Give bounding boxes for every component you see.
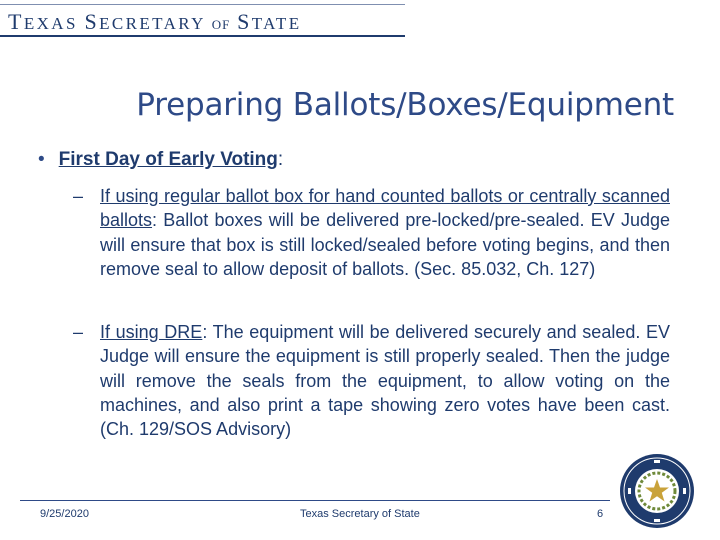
sub-bullet-label: If using regular ballot box for hand counted ballots or centrally scanned ballots <box>100 186 670 231</box>
bullet-icon: • <box>38 149 45 170</box>
footer-org: Texas Secretary of State <box>300 508 420 520</box>
sub-bullet-text: : Ballot boxes will be delivered pre-locked/pre-sealed. EV Judge will ensure that box is still locked/sealed before voting begins, and then remove seal to allow deposit of ballots. (Sec. 85.032, Ch. 127) <box>100 210 670 279</box>
brand-wordmark <box>8 9 302 35</box>
sub-bullet-dre <box>73 320 671 441</box>
brand-word: OF <box>211 17 231 32</box>
sub-bullet-ballot-box <box>73 184 670 281</box>
sub-bullet-text: : The equipment will be delivered securely and sealed. EV Judge will ensure the equipment is still properly sealed. Then the judge will remove the seals from the equipment, to allow voting on the machines, and also print a tape showing zero votes have been cast. (Ch. 129/SOS Advisory) <box>100 322 671 440</box>
state-seal-icon <box>618 452 696 530</box>
footer-page-number: 6 <box>597 508 604 520</box>
bullet-label: First Day of Early Voting <box>58 149 278 170</box>
brand-letter: S <box>84 9 100 34</box>
brand-letter: S <box>237 9 252 34</box>
brand-word: ECRETARY <box>99 14 206 33</box>
brand-word: EXAS <box>23 14 78 33</box>
footer-rule <box>20 500 610 501</box>
main-bullet <box>38 149 283 171</box>
header-rule-top <box>0 4 405 5</box>
header-rule-bottom <box>0 35 405 37</box>
brand-word: TATE <box>251 14 302 33</box>
brand-letter: T <box>8 9 24 34</box>
footer-date: 9/25/2020 <box>40 508 89 520</box>
sub-bullet-label: If using DRE <box>100 322 203 342</box>
dash-icon: – <box>73 186 84 206</box>
slide-title: Preparing Ballots/Boxes/Equipment <box>136 87 674 123</box>
dash-icon: – <box>73 322 84 342</box>
bullet-colon: : <box>277 149 284 170</box>
header <box>0 0 720 46</box>
